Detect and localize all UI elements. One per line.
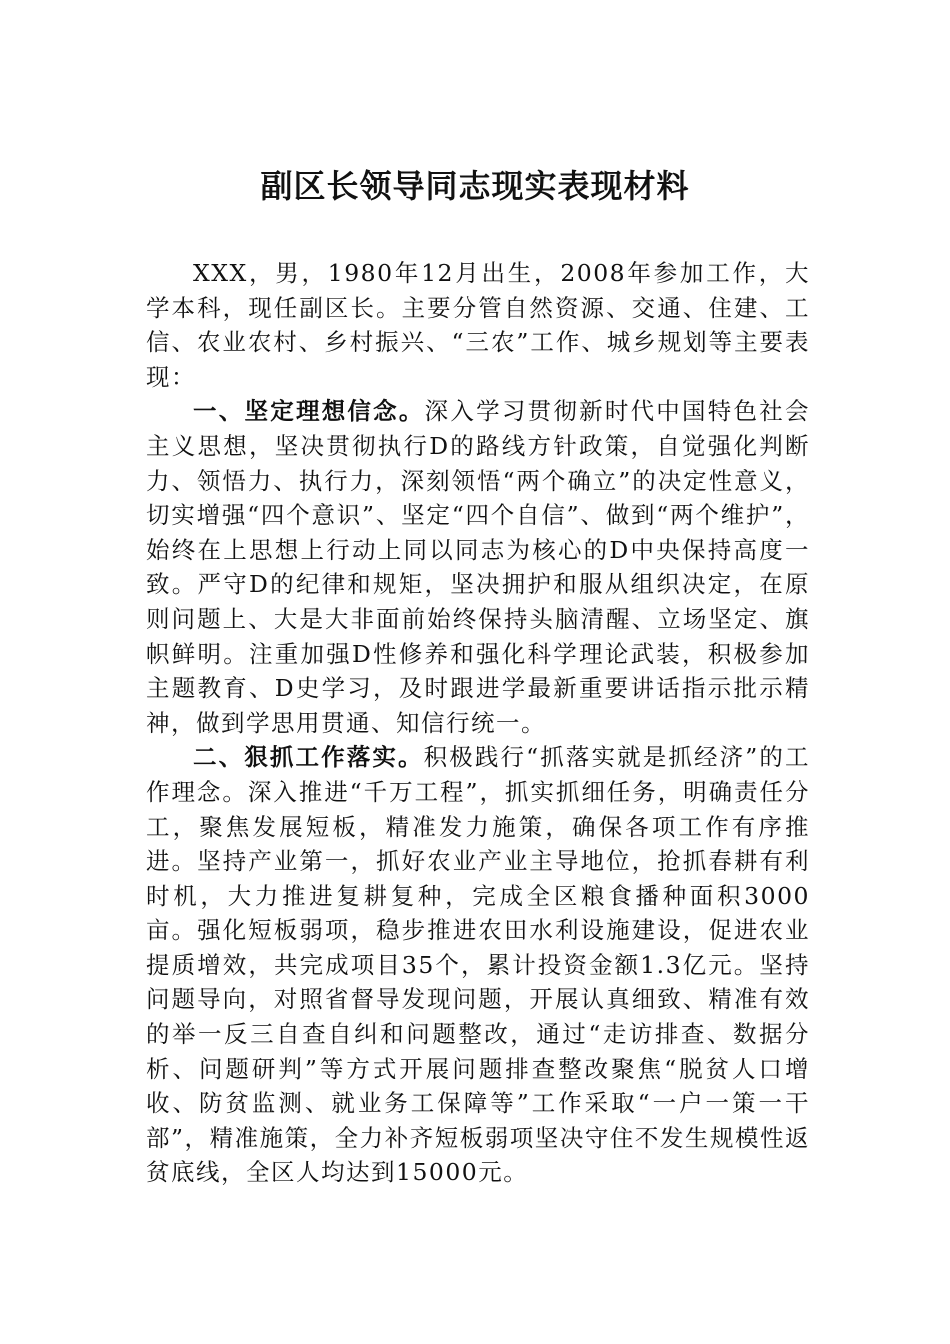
- section-paragraph-work: [146, 740, 810, 1190]
- section-paragraph-ideals: [146, 394, 810, 740]
- section-heading-work: 二、狠抓工作落实。: [193, 743, 424, 772]
- section-text-ideals: 深入学习贯彻新时代中国特色社会主义思想，坚决贯彻执行D的路线方针政策，自觉强化判断力、领悟力、执行力，深刻领悟“两个确立”的决定性意义，切实增强“四个意识”、坚定“四个自信”、做到“两个维护”，始终在上思想上行动上同以同志为核心的D中央保持高度一致。严守D的纪律和规矩，坚决拥护和服从组织决定，在原则问题上、大是大非面前始终保持头脑清醒、立场坚定、旗帜鲜明。注重加强D性修养和强化科学理论武装，积极参加主题教育、D史学习，及时跟进学最新重要讲话指示批示精神，做到学思用贯通、知信行统一。: [146, 397, 811, 737]
- section-text-work: 积极践行“抓落实就是抓经济”的工作理念。深入推进“千万工程”，抓实抓细任务，明确责任分工，聚焦发展短板，精准发力施策，确保各项工作有序推进。坚持产业第一，抓好农业产业主导地位，抢抓春耕有利时机，大力推进复耕复种，完成全区粮食播种面积3000亩。强化短板弱项，稳步推进农田水利设施建设，促进农业提质增效，共完成项目35个，累计投资金额1.3亿元。坚持问题导向，对照省督导发现问题，开展认真细致、精准有效的举一反三自查自纠和问题整改，通过“走访排查、数据分析、问题研判”等方式开展问题排查整改聚焦“脱贫人口增收、防贫监测、就业务工保障等”工作采取“一户一策一干部”，精准施策，全力补齐短板弱项坚决守住不发生规模性返贫底线，全区人均达到15000元。: [146, 743, 811, 1187]
- document-body: [146, 256, 810, 1190]
- section-heading-ideals: 一、坚定理想信念。: [193, 397, 425, 426]
- document-title: 副区长领导同志现实表现材料: [260, 167, 690, 205]
- intro-paragraph: XXX，男，1980年12月出生，2008年参加工作，大学本科，现任副区长。主要分管自然资源、交通、住建、工信、农业农村、乡村振兴、“三农”工作、城乡规划等主要表现：: [146, 259, 810, 391]
